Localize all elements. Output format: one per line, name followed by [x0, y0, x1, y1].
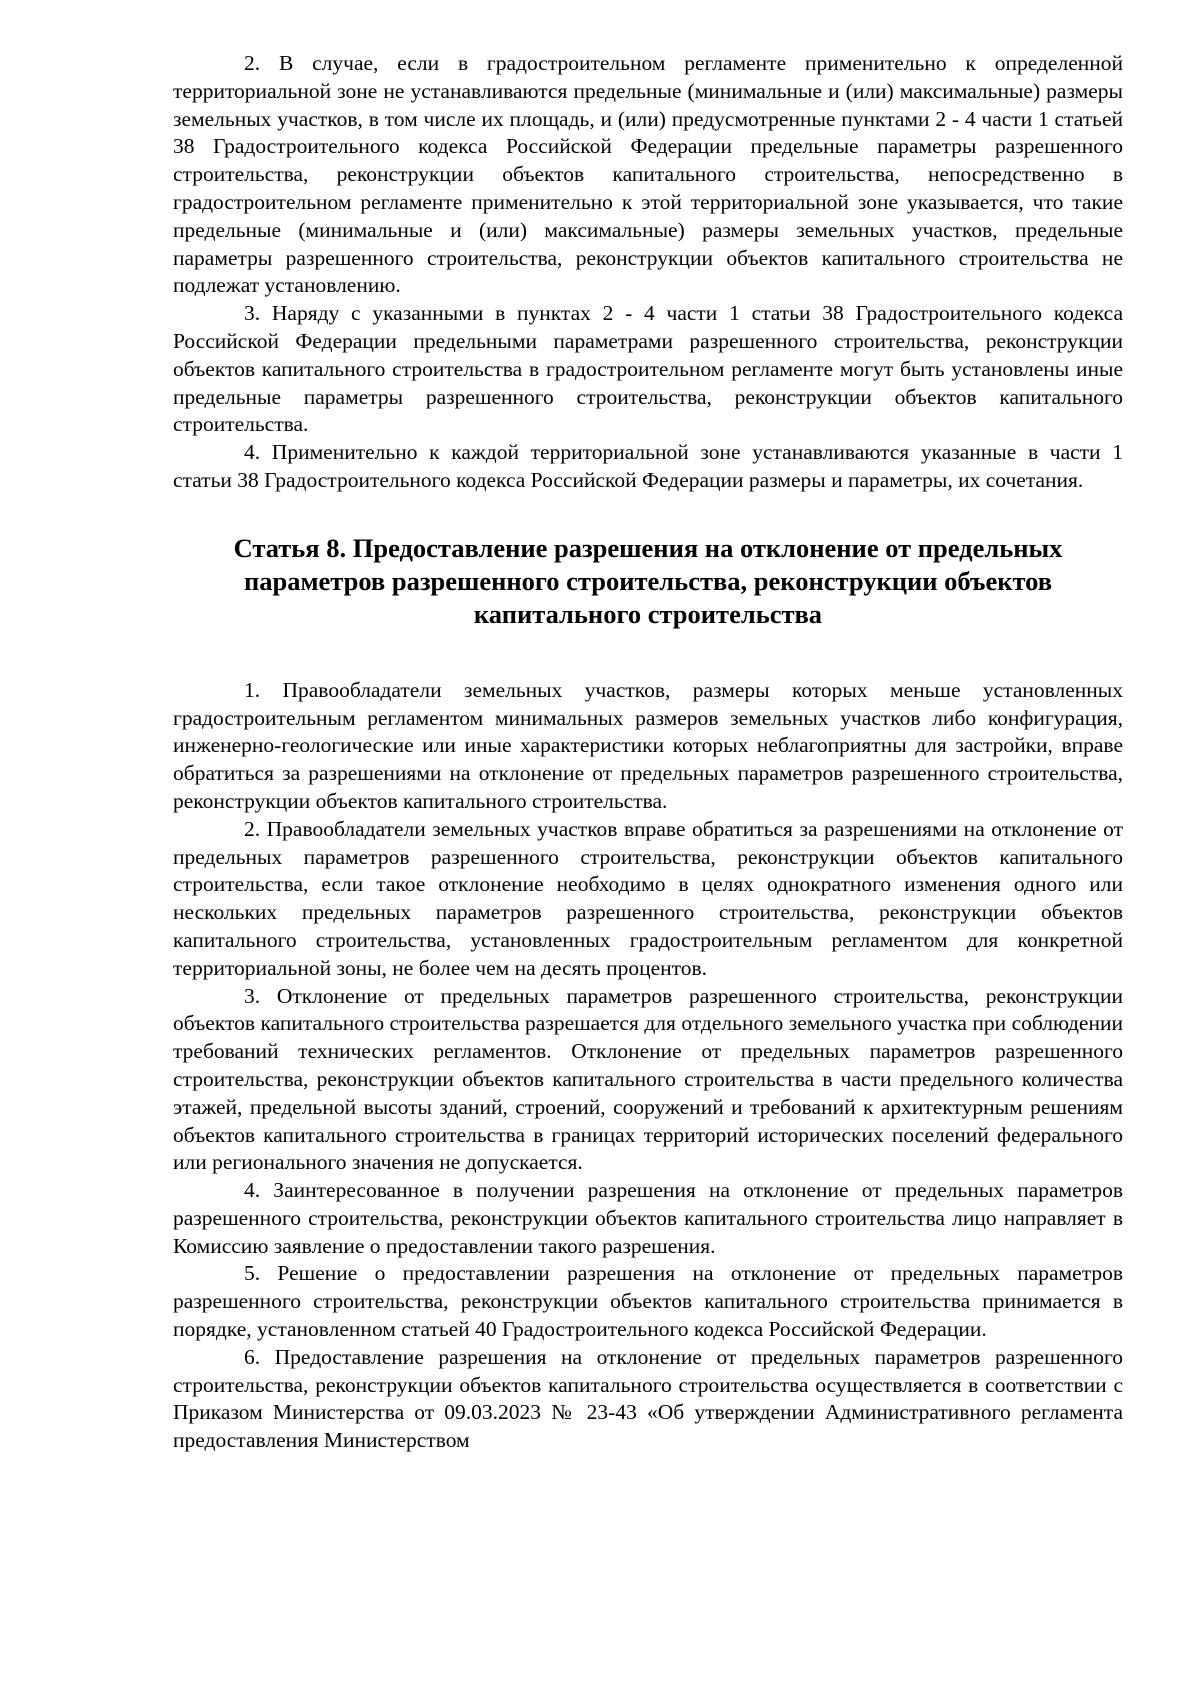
article-8-paragraph-5: 5. Решение о предоставлении разрешения на отклонение от предельных параметров разрешенного строительства, реконструкции объектов капитального строительства принимается в порядке, установленном статьей 40 Градостроительного кодекса Российской Федерации. — [173, 1261, 1123, 1342]
article-8-paragraph-4: 4. Заинтересованное в получении разрешения на отклонение от предельных параметров разрешенного строительства, реконструкции объектов капитального строительства лицо направляет в Комиссию заявление о предоставлении такого разрешения. — [173, 1178, 1123, 1258]
article-8-paragraph-6: 6. Предоставление разрешения на отклонение от предельных параметров разрешенного строительства, реконструкции объектов капитального строительства осуществляется в соответствии с Приказом Министерства от 09.03.2023 № 23-43 «Об утверждении Административного регламента предоставления Министерством — [173, 1344, 1123, 1453]
article-8-paragraph-3: 3. Отклонение от предельных параметров разрешенного строительства, реконструкции объектов капитального строительства разрешается для отдельного земельного участка при соблюдении требований технических регламентов. Отклонение от предельных параметров разрешенного строительства, реконструкции объектов капитального строительства в части предельного количества этажей, предельной высоты зданий, строений, сооружений и требований к архитектурным решениям объектов капитального строительства в границах территорий исторических поселений федерального или регионального значения не допускается. — [173, 983, 1123, 1175]
article-8-heading: Статья 8. Предоставление разрешения на отклонение от предельных параметров разрешенного строительства, реконструкции объектов капитального строительства — [233, 532, 1063, 629]
paragraph-4: 4. Применительно к каждой территориальной зоне устанавливаются указанные в части 1 статьи 38 Градостроительного кодекса Российской Федерации размеры и параметры, их сочетания. — [173, 440, 1123, 492]
paragraph-3: 3. Наряду с указанными в пунктах 2 - 4 части 1 статьи 38 Градостроительного кодекса Российской Федерации предельными параметрами разрешенного строительства, реконструкции объектов капитального строительства в градостроительном регламенте могут быть установлены иные предельные параметры разрешенного строительства, реконструкции объектов капитального строительства. — [173, 301, 1123, 437]
article-8-paragraph-2: 2. Правообладатели земельных участков вправе обратиться за разрешениями на отклонение от предельных параметров разрешенного строительства, реконструкции объектов капитального строительства, если такое отклонение необходимо в целях однократного изменения одного или нескольких предельных параметров разрешенного строительства, реконструкции объектов капитального строительства, установленных градостроительным регламентом для конкретной территориальной зоны, не более чем на десять процентов. — [173, 816, 1123, 980]
paragraph-2: 2. В случае, если в градостроительном регламенте применительно к определенной территориальной зоне не устанавливаются предельные (минимальные и (или) максимальные) размеры земельных участков, в том числе их площадь, и (или) предусмотренные пунктами 2 - 4 части 1 статьей 38 Градостроительного кодекса Российской Федерации предельные параметры разрешенного строительства, реконструкции объектов капитального строительства, непосредственно в градостроительном регламенте применительно к этой территориальной зоне указывается, что такие предельные (минимальные и (или) максимальные) размеры земельных участков, предельные параметры разрешенного строительства, реконструкции объектов капитального строительства не подлежат установлению. — [173, 51, 1123, 298]
document-page — [173, 50, 1123, 1455]
article-8-paragraph-1: 1. Правообладатели земельных участков, размеры которых меньше установленных градостроительным регламентом минимальных размеров земельных участков либо конфигурация, инженерно-геологические или иные характеристики которых неблагоприятны для застройки, вправе обратиться за разрешениями на отклонение от предельных параметров разрешенного строительства, реконструкции объектов капитального строительства. — [173, 677, 1123, 813]
